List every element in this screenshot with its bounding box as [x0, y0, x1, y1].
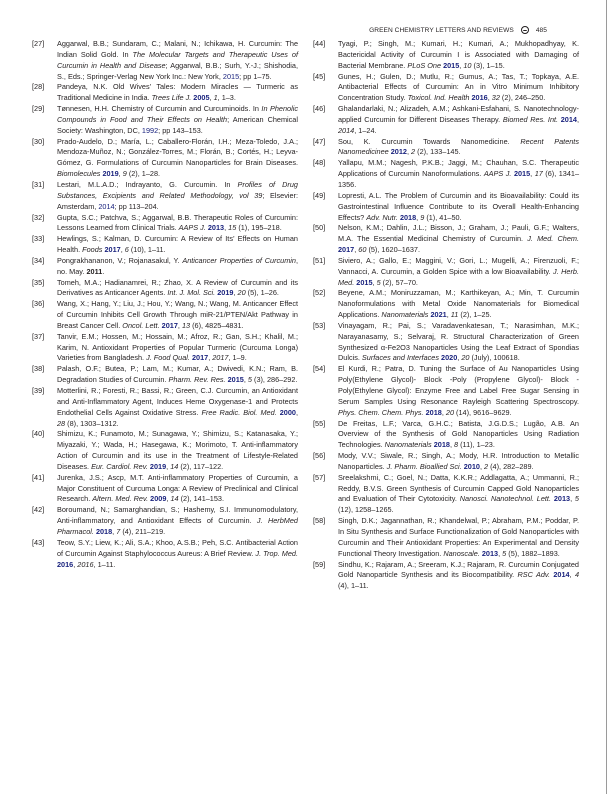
- reference-text: Jurenka, J.S.; Ascp, M.T. Anti-inflammatory Properties of Curcumin, a Major Constituent of Curcuma Longa: A Review of Preclinical and Clinical Research.: [57, 472, 298, 504]
- reference-text: , no. May.: [57, 255, 298, 276]
- reference-source: 14: [170, 461, 179, 471]
- reference-text: Wang, X.; Hang, Y.; Liu, J.; Hou, Y.; Wang, N.; Wang, M. Anticancer Effect of Curcumin Inhibits Cell Growth Through miR-21/PTEN/Akt Pathway in Breast Cancer Cell.: [57, 299, 298, 330]
- reference-number: [49]: [313, 190, 326, 200]
- reference-text: ,: [112, 526, 117, 536]
- reference-text: Tønnesen, H.H. Chemistry of Curcumin and Curcuminoids. In: [57, 104, 262, 114]
- reference-text: (10), 1–11.: [128, 245, 166, 255]
- reference-number: [47]: [313, 136, 326, 146]
- reference-text: Shimizu, K.; Funamoto, M.; Sunagawa, Y.; Shimizu, S.; Katanasaka, Y.; Miyazaki, Y.; Wada, H.; Hasegawa, K.; Morimoto, T. Anti-inflammatory Action of Curcumin and its use in the Treatment of Lifestyle-Related Diseases.: [57, 429, 298, 471]
- reference-source: Anticancer Properties of Curcumin: [182, 255, 296, 265]
- reference-item: [313, 39, 579, 72]
- reference-source: 2: [411, 147, 416, 157]
- reference-source: Int. J. Mol. Sci.: [167, 288, 216, 298]
- reference-text: Lestari, M.L.A.D.; Indrayanto, G. Curcumin. In: [57, 179, 238, 189]
- reference-text: (1), 195–218.: [236, 223, 282, 233]
- reference-source: Trees Life J.: [151, 93, 192, 103]
- reference-number: [59]: [313, 559, 326, 569]
- reference-year-link[interactable]: 2016: [57, 559, 74, 569]
- reference-year-link[interactable]: 2009: [150, 494, 167, 504]
- reference-item: [313, 137, 579, 159]
- reference-source: 5: [574, 494, 579, 504]
- reference-year-link[interactable]: 2019: [102, 169, 119, 179]
- running-header: [369, 26, 547, 34]
- reference-text: Tanvir, E.M.; Hossen, M.; Hossain, M.; Afroz, R.; Gan, S.H.; Khalil, M.; Karim, N. Antioxidant Properties of Popular Turmeric (Curcuma Longa) Varieties from Bangladesh.: [57, 331, 298, 363]
- reference-text: (5), 1882–1893.: [506, 548, 560, 558]
- reference-text: Vinayagam, R.; Pai, S.; Varadavenkatesan, T.; Narasimhan, M.K.; Narayanasamy, S.; Selvaraj, R. Structural Characterization of Green Synthesized α-Fe2O3 Nanoparticles Using the Leaf Extract of Spondias Dulcis.: [338, 320, 579, 363]
- reference-number: [48]: [313, 158, 326, 168]
- reference-item: [313, 321, 579, 364]
- reference-item: [32, 180, 298, 213]
- reference-source: 9: [420, 212, 425, 222]
- reference-item: [32, 82, 298, 104]
- reference-text: El Kurdi, R.; Patra, D. Tuning the Surface of Au Nanoparticles Using Poly(Ethylene Glycol)- Block -Poly (Propylene Glycol)- Block -Poly(Ethylene Glycol): Enzyme Free and Label Free Sugar Sensing in Serum Samples Using Resonance Rayleigh Scattering Spectroscopy.: [338, 364, 579, 406]
- reference-number: [57]: [313, 472, 326, 482]
- reference-source: Altern. Med. Rev.: [92, 494, 149, 504]
- reference-source: 11: [450, 310, 459, 320]
- reference-source: 5: [247, 375, 252, 385]
- reference-text: Nelson, K.M.; Dahlin, J.L.; Bisson, J.; Graham, J.; Pauli, G.F.; Walters, M.A. The Essential Medicinal Chemistry of Curcumin.: [338, 223, 579, 244]
- reference-text: ,: [73, 559, 78, 569]
- reference-text: ; American Chemical Society: Washington, DC,: [57, 114, 298, 135]
- reference-item: [313, 516, 579, 559]
- reference-text: (2), 141–153.: [178, 494, 225, 504]
- reference-number: [35]: [32, 277, 45, 287]
- reference-text: (5), 1620–1637.: [366, 245, 420, 255]
- reference-text: ,: [569, 570, 575, 580]
- reference-source: Pharm. Rev. Res.: [168, 375, 226, 385]
- reference-number: [37]: [32, 331, 45, 341]
- reference-number: [46]: [313, 104, 326, 114]
- reference-source: 2017: [212, 353, 229, 363]
- reference-source: Nanomaterials: [384, 440, 432, 450]
- reference-text: ,: [457, 353, 462, 363]
- reference-text: Boroumand, N.; Samarghandian, S.; Hashemy, S.I. Immunomodulatory, Anti-inflammatory, and Antioxidant Effects of Curcumin.: [57, 505, 298, 526]
- reference-text: ,: [233, 288, 238, 298]
- reference-number: [28]: [32, 82, 45, 92]
- reference-year-link[interactable]: 2021: [430, 310, 447, 320]
- reference-text: Sreelakshmi, C.; Goel, N.; Datta, K.K.R.; Addlagatta, A.; Ummanni, R.; Reddy, B.V.S. Green Synthesis of Curcumin Capped Gold Nanoparticles and Evaluation of Their Cytotoxicity.: [338, 472, 579, 504]
- reference-year-link[interactable]: 2014: [560, 114, 577, 124]
- reference-text: Teow, S.Y.; Liew, K.; Ali, S.A.; Khoo, A.S.B.; Peh, S.C. Antibacterial Action of Curcumin Against Staphylococcus Aureus: A Brief Review.: [57, 537, 298, 558]
- reference-text: Sindhu, K.; Rajaram, A.; Sreeram, K.J.; Rajaram, R. Curcumin Conjugated Gold Nanoparticle Synthesis and its Biocompatibility.: [338, 559, 579, 580]
- reference-source: Profiles of Drug Substances, Excipients and Related Methodology, vol 39: [57, 179, 298, 200]
- reference-number: [44]: [313, 39, 326, 48]
- reference-text: Sou, K. Curcumin Towards Nanomedicine.: [338, 136, 521, 146]
- reference-text: , 1–3.: [217, 93, 236, 103]
- reference-text: ,: [406, 147, 412, 157]
- reference-item: [32, 104, 298, 137]
- reference-item: [32, 386, 298, 429]
- reference-text: ,: [372, 277, 377, 287]
- reference-item: [32, 39, 298, 82]
- reference-source: AAPS J.: [483, 169, 512, 179]
- page-number: 485: [535, 26, 547, 34]
- reference-number: [39]: [32, 386, 45, 395]
- reference-source: 13: [181, 320, 191, 330]
- reference-text: ,: [209, 93, 214, 103]
- reference-item: [32, 364, 298, 386]
- reference-year-link[interactable]: 2000: [279, 407, 296, 417]
- reference-text: ,: [177, 320, 182, 330]
- reference-year-link[interactable]: 2013: [553, 494, 571, 504]
- reference-source: 32: [491, 93, 500, 103]
- reference-source: J. Trop. Med.: [255, 548, 298, 558]
- reference-year-link[interactable]: 2014: [98, 201, 115, 211]
- reference-text: Singh, D.K.; Jagannathan, R.; Khandelwal, P.; Abraham, P.M.; Poddar, P. In Situ Synthesis and Surface Functionalization of Gold Nanoparticles with Curcumin and Their Antioxidant Properties: An Experimental and Density Functional Theory Investigation.: [338, 516, 579, 558]
- references-right-column: [313, 39, 579, 592]
- reference-year-link[interactable]: 2013: [207, 223, 225, 233]
- reference-source: 14: [170, 494, 179, 504]
- reference-number: [38]: [32, 364, 45, 374]
- reference-source: J. Med. Chem.: [527, 234, 579, 244]
- reference-source: Surfaces and Interfaces: [361, 353, 439, 363]
- reference-text: (4), 1–11.: [338, 581, 369, 591]
- reference-source: J. Herb. Med.: [338, 266, 579, 287]
- reference-text: (1), 41–50.: [424, 212, 462, 222]
- reference-year-link[interactable]: 2019: [217, 288, 234, 298]
- reference-source: 9: [122, 169, 127, 179]
- reference-item: [32, 538, 298, 571]
- reference-source: J. Pharm. Bioallied Sci.: [386, 461, 462, 471]
- reference-text: ,: [120, 245, 125, 255]
- reference-text: ,: [441, 407, 446, 417]
- reference-text: ,: [416, 212, 421, 222]
- reference-source: Phys. Chem. Chem. Phys.: [338, 407, 424, 417]
- reference-text: Aggarwal, B.B.; Sundaram, C.; Malani, N.; Ichikawa, H. Curcumin: The Indian Solid Gold. In: [57, 39, 298, 59]
- reference-item: [32, 505, 298, 538]
- reference-text: (3), 286–292.: [251, 375, 298, 385]
- reference-year-link[interactable]: 2005: [193, 93, 210, 103]
- reference-text: Palash, O.F.; Butea, P.; Lam, M.; Kumar, A.; Dwivedi, K.N.; Ram, B. Degradation Studies of Curcumin.: [57, 364, 298, 385]
- reference-text: ,: [118, 169, 123, 179]
- reference-source: Foods: [82, 245, 103, 255]
- reference-number: [31]: [32, 179, 45, 189]
- reference-number: [50]: [313, 223, 326, 233]
- reference-source: 2: [484, 461, 489, 471]
- reference-text: (2), 133–145.: [415, 147, 461, 157]
- reference-text: Pandeya, N.K. Old Wives’ Tales: Modern Miracles — Turmeric as Traditional Medicine in India.: [57, 82, 298, 103]
- reference-text: ,: [576, 114, 579, 124]
- reference-text: ,: [570, 494, 575, 504]
- reference-source: 20: [461, 353, 470, 363]
- reference-text: , 1–11.: [93, 559, 116, 569]
- reference-source: Nanosci. Nanotechnol. Lett.: [459, 494, 551, 504]
- reference-year-link[interactable]: 1992: [141, 125, 159, 135]
- reference-source: 2016: [77, 559, 94, 569]
- reference-text: (6), 1341–1356.: [338, 169, 580, 189]
- reference-year-link[interactable]: 2015: [443, 60, 460, 70]
- reference-text: ,: [166, 461, 171, 471]
- reference-year-link[interactable]: 2018: [425, 407, 442, 417]
- reference-number: [45]: [313, 71, 326, 81]
- reference-number: [55]: [313, 418, 326, 428]
- journal-logo-icon: [521, 26, 529, 34]
- reference-source: Nanomaterials: [381, 310, 429, 320]
- reference-text: , 1–24.: [354, 125, 377, 135]
- reference-text: ; Aggarwal, B.B.; Surh, Y.-J.; Shishodia, S., Eds.; Springer-Verlag New York Inc.: New York,: [57, 60, 298, 81]
- reference-source: 1: [213, 93, 218, 103]
- reference-number: [36]: [32, 299, 45, 309]
- reference-text: (2), 1–25.: [458, 310, 492, 320]
- reference-text: (July), 100618.: [469, 353, 520, 363]
- reference-source: 5: [502, 548, 507, 558]
- reference-year-link[interactable]: 2017: [161, 320, 178, 330]
- reference-source: 28: [57, 418, 66, 428]
- reference-item: [313, 364, 579, 418]
- reference-number: [54]: [313, 364, 326, 374]
- reference-item: [313, 72, 579, 105]
- reference-text: (6), 4825–4831.: [190, 320, 244, 330]
- reference-source: 10: [463, 60, 472, 70]
- reference-source: Recent Patents Nanomedicinee: [338, 136, 579, 157]
- reference-year-link[interactable]: 2018: [433, 440, 450, 450]
- reference-source: 17: [534, 169, 543, 179]
- reference-source: Toxicol. Ind. Health: [407, 93, 470, 103]
- reference-source: 8: [454, 440, 459, 450]
- reference-source: 5: [376, 277, 381, 287]
- reference-text: Motterlini, R.; Foresti, R.; Bassi, R.; Green, C.J. Curcumin, an Antioxidant and Anti-Inflammatory Agent, Induces Heme Oxygenase-1 and Protects Endothelial Cells Against Oxidative Stress.: [57, 386, 298, 417]
- reference-number: [51]: [313, 255, 326, 265]
- reference-number: [42]: [32, 505, 45, 515]
- reference-text: 2011: [86, 266, 103, 276]
- reference-text: Pongrakhananon, V.; Rojanasakul, Y.: [57, 255, 183, 265]
- reference-item: [313, 473, 579, 516]
- reference-number: [32]: [32, 212, 45, 222]
- reference-year-link[interactable]: 2017: [191, 353, 209, 363]
- references-left-column: [32, 39, 298, 570]
- reference-text: Prado-Audelo, D.; María, L.; Caballero-Florán, I.H.; Meza-Toledo, J.A.; Mendoza-Muñoz, N.; González-Torres, M.; Florán, B.; Cortés, H.; Leyva-Gómez, G. Formulations of Curcumin Nanoparticles for Brain Diseases.: [57, 136, 298, 168]
- reference-number: [52]: [313, 288, 326, 298]
- reference-source: AAPS J.: [178, 223, 206, 233]
- reference-text: ; Elsevier: Amsterdam,: [57, 190, 298, 211]
- reference-text: ,: [487, 93, 492, 103]
- reference-text: ,: [166, 494, 171, 504]
- reference-text: (14), 9616–9629.: [454, 407, 512, 417]
- reference-text: , 1–9.: [228, 353, 247, 363]
- reference-item: [32, 256, 298, 278]
- reference-source: J. HerbMed Pharmacol.: [57, 516, 298, 536]
- page-edge-line: [606, 0, 607, 794]
- reference-number: [27]: [32, 39, 45, 48]
- reference-item: [32, 234, 298, 256]
- reference-item: [32, 278, 298, 300]
- reference-item: [313, 288, 579, 321]
- reference-source: Biomed Res. Int.: [502, 114, 559, 124]
- reference-item: [313, 256, 579, 289]
- reference-source: Nanoscale.: [443, 548, 480, 558]
- reference-year-link[interactable]: 2012: [390, 147, 407, 157]
- reference-text: (2), 1–28.: [126, 169, 161, 179]
- reference-text: (2), 117–122.: [178, 461, 224, 471]
- reference-text: ; pp 1–75.: [239, 71, 272, 81]
- reference-item: [313, 191, 579, 224]
- reference-item: [313, 158, 579, 191]
- reference-text: Tyagi, P.; Singh, M.; Kumari, H.; Kumari, A.; Mukhopadhyay, K. Bactericidal Activity of Curcumin I is Associated with Damaging of Bacterial Membrane.: [338, 39, 579, 70]
- reference-source: In Phenolic Compounds in Food and Their Effects on Health: [57, 104, 298, 124]
- reference-item: [313, 560, 579, 593]
- reference-year-link[interactable]: 2016: [471, 93, 488, 103]
- reference-item: [313, 223, 579, 256]
- reference-source: 6: [124, 245, 129, 255]
- reference-text: .: [102, 266, 105, 276]
- reference-source: Free Radic. Biol. Med.: [201, 407, 277, 417]
- reference-number: [34]: [32, 255, 45, 265]
- reference-item: [32, 473, 298, 506]
- reference-item: [32, 213, 298, 235]
- reference-text: De Freitas, L.F.; Varca, G.H.C.; Batista, J.G.D.S.; Lugão, A.B. An Overview of the Synthesis of Gold Nanoparticles Using Radiation Technologies.: [338, 418, 579, 450]
- reference-text: (4), 211–219.: [120, 526, 166, 536]
- reference-text: (4), 282–289.: [488, 461, 534, 471]
- reference-source: PLoS One: [407, 60, 442, 70]
- reference-text: ,: [224, 223, 229, 233]
- reference-year-link[interactable]: 2014: [553, 570, 570, 580]
- reference-source: The Molecular Targets and Therapeutic Uses of Curcumin in Health and Disease: [57, 49, 298, 70]
- reference-source: 4: [574, 570, 579, 580]
- reference-number: [41]: [32, 472, 45, 482]
- reference-year-link[interactable]: 2020: [441, 353, 458, 363]
- reference-year-link[interactable]: 2019: [149, 461, 167, 471]
- reference-text: (2), 57–70.: [380, 277, 418, 287]
- reference-source: Biomolecules: [57, 169, 101, 179]
- reference-text: Hewlings, S.; Kalman, D. Curcumin: A Review of Its’ Effects on Human Health.: [57, 234, 298, 255]
- reference-source: Oncol. Lett.: [122, 320, 160, 330]
- reference-year-link[interactable]: 2018: [95, 526, 113, 536]
- reference-year-link[interactable]: 2015: [227, 375, 244, 385]
- reference-item: [32, 137, 298, 180]
- reference-year-link[interactable]: 2018: [399, 212, 417, 222]
- reference-item: [313, 104, 579, 137]
- reference-source: Adv. Nutr.: [366, 212, 398, 222]
- reference-year-link[interactable]: 2015: [356, 277, 373, 287]
- reference-source: 20: [445, 407, 455, 417]
- reference-text: (5), 1–26.: [245, 288, 279, 298]
- reference-source: 20: [237, 288, 246, 298]
- reference-item: [32, 429, 298, 472]
- reference-text: ,: [459, 60, 464, 70]
- reference-year-link[interactable]: 2013: [481, 548, 499, 558]
- reference-number: [29]: [32, 104, 45, 114]
- reference-text: ; pp 143–153.: [158, 125, 203, 135]
- reference-text: ,: [208, 353, 213, 363]
- reference-number: [33]: [32, 234, 45, 244]
- reference-text: Gupta, S.C.; Patchva, S.; Aggarwal, B.B. Therapeutic Roles of Curcumin: Lessons Learned from Clinical Trials.: [57, 212, 298, 233]
- reference-text: ,: [295, 407, 298, 417]
- reference-text: Beyene, A.M.; Moniruzzaman, M.; Karthikeyan, A.; Min, T. Curcumin Nanoformulations with Metal Oxide Nanomaterials for Biomedical Applications.: [338, 288, 579, 320]
- reference-source: 60: [358, 245, 367, 255]
- reference-text: (11), 1–23.: [458, 440, 495, 450]
- reference-text: ,: [498, 548, 503, 558]
- reference-text: ,: [243, 375, 248, 385]
- reference-text: Lopresti, A.L. The Problem of Curcumin and its Bioavailability: Could its Gastrointestinal Influence Contribute to its Overall Health-Enhancing Effects?: [338, 190, 579, 222]
- reference-year-link[interactable]: 2017: [338, 245, 355, 255]
- reference-text: ,: [354, 245, 359, 255]
- reference-text: Siviero, A.; Gallo, E.; Maggini, V.; Gori, L.; Mugelli, A.; Firenzuoli, F.; Vannacci, A. Curcumin, a Golden Spice with a low Bioavailability.: [338, 255, 579, 276]
- reference-item: [313, 419, 579, 452]
- reference-item: [32, 299, 298, 332]
- reference-item: [32, 332, 298, 365]
- reference-number: [56]: [313, 451, 326, 461]
- reference-source: Eur. Cardiol. Rev.: [91, 461, 148, 471]
- reference-text: Tomeh, M.A.; Hadianamrei, R.; Zhao, X. A Review of Curcumin and its Derivatives as Anticancer Agents.: [57, 277, 298, 298]
- reference-number: [53]: [313, 320, 326, 330]
- reference-source: J. Food Qual.: [146, 353, 190, 363]
- reference-source: RSC Adv.: [517, 570, 551, 580]
- reference-source: 15: [228, 223, 237, 233]
- reference-text: ,: [530, 169, 535, 179]
- reference-number: [30]: [32, 136, 45, 146]
- reference-year-link[interactable]: 2015: [222, 71, 240, 81]
- reference-text: (3), 1–15.: [471, 60, 505, 70]
- reference-text: (8), 1303–1312.: [65, 418, 119, 428]
- reference-source: 2014: [338, 125, 355, 135]
- reference-number: [40]: [32, 429, 45, 439]
- reference-text: ,: [479, 461, 485, 471]
- reference-text: Gunes, H.; Gulen, D.; Mutlu, R.; Gumus, A.; Tas, T.; Topkaya, A.E. Antibacterial Effects of Curcumin: An in Vitro Minimum Inhibitory Concentration Study.: [338, 71, 579, 103]
- reference-text: (2), 246–250.: [499, 93, 546, 103]
- reference-text: Yallapu, M.M.; Nagesh, P.K.B.; Jaggi, M.; Chauhan, S.C. Therapeutic Applications of Curcumin Nanoformulations.: [338, 158, 579, 179]
- reference-year-link[interactable]: 2017: [104, 245, 121, 255]
- reference-year-link[interactable]: 2010: [463, 461, 480, 471]
- journal-title: GREEN CHEMISTRY LETTERS AND REVIEWS: [369, 26, 514, 34]
- reference-year-link[interactable]: 2015: [513, 169, 531, 179]
- reference-text: Mody, V.V.; Siwale, R.; Singh, A.; Mody, H.R. Introduction to Metallic Nanoparticles.: [338, 451, 579, 471]
- reference-text: ; pp 113–204.: [114, 201, 159, 211]
- reference-text: (12), 1258–1265.: [338, 505, 394, 515]
- reference-text: Ghalandarlaki, N.; Alizadeh, A.M.; Ashkani-Esfahani, S. Nanotechnology-applied Curcumin for Different Diseases Therapy.: [338, 104, 579, 124]
- reference-source: 7: [116, 526, 121, 536]
- reference-text: ,: [449, 440, 455, 450]
- reference-item: [313, 451, 579, 473]
- reference-text: ,: [446, 310, 451, 320]
- reference-number: [58]: [313, 516, 326, 526]
- reference-number: [43]: [32, 537, 45, 547]
